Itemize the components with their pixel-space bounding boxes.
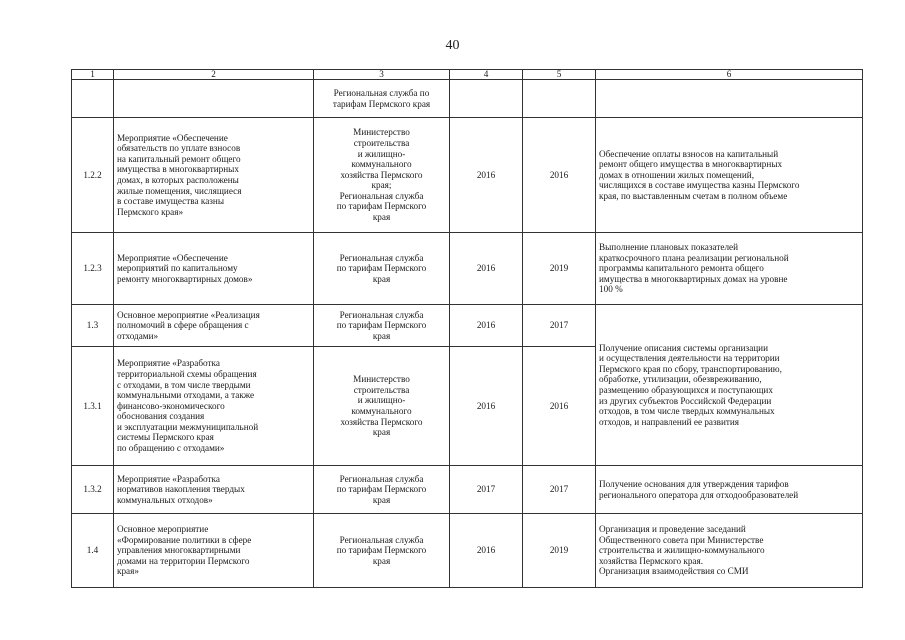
table-row (72, 233, 863, 305)
executor: Министерство строительства и жилищно- коммунального хозяйства Пермского края; Региональная служба по тарифам Пермского края (314, 118, 450, 233)
measure-name: Мероприятие «Обеспечение обязательств по уплате взносов на капитальный ремонт общего имущества в многоквартирных домах, в которых расположены жилые помещения, числящиеся в составе имущества казны Пермского края» (114, 118, 314, 233)
end-year: 2016 (523, 347, 596, 466)
row-number: 1.3.2 (72, 466, 114, 514)
measure-name (114, 80, 314, 118)
end-year (523, 80, 596, 118)
measure-name: Мероприятие «Обеспечение мероприятий по капитальному ремонту многоквартирных домов» (114, 233, 314, 305)
column-number: 6 (596, 70, 863, 80)
start-year: 2016 (450, 233, 523, 305)
column-number: 3 (314, 70, 450, 80)
column-number: 5 (523, 70, 596, 80)
column-number: 4 (450, 70, 523, 80)
column-number: 2 (114, 70, 314, 80)
start-year: 2016 (450, 514, 523, 588)
end-year: 2019 (523, 233, 596, 305)
expected-result: Получение основания для утверждения тарифов регионального оператора для отходообразователей (596, 466, 863, 514)
program-table (71, 69, 863, 588)
executor: Региональная служба по тарифам Пермского края (314, 80, 450, 118)
start-year: 2016 (450, 305, 523, 347)
row-number: 1.3 (72, 305, 114, 347)
executor: Региональная служба по тарифам Пермского края (314, 305, 450, 347)
row-number (72, 80, 114, 118)
table-row (72, 80, 863, 118)
row-number: 1.4 (72, 514, 114, 588)
executor: Региональная служба по тарифам Пермского края (314, 466, 450, 514)
page-number: 40 (445, 38, 460, 53)
expected-result: Обеспечение оплаты взносов на капитальный ремонт общего имущества в многоквартирных домах в отношении жилых помещений, числящихся в составе имущества казны Пермского края, по выставленным счетам в полном объеме (596, 118, 863, 233)
column-number: 1 (72, 70, 114, 80)
row-number: 1.3.1 (72, 347, 114, 466)
measure-name: Мероприятие «Разработка нормативов накопления твердых коммунальных отходов» (114, 466, 314, 514)
table-row (72, 466, 863, 514)
start-year (450, 80, 523, 118)
end-year: 2017 (523, 466, 596, 514)
expected-result: Выполнение плановых показателей краткосрочного плана реализации региональной программы капитального ремонта общего имущества в многоквартирных домах на уровне 100 % (596, 233, 863, 305)
end-year: 2019 (523, 514, 596, 588)
expected-result: Организация и проведение заседаний Общественного совета при Министерстве строительства и жилищно-коммунального хозяйства Пермского края. Организация взаимодействия со СМИ (596, 514, 863, 588)
executor: Региональная служба по тарифам Пермского края (314, 233, 450, 305)
column-number-row (72, 70, 863, 80)
executor: Региональная служба по тарифам Пермского края (314, 514, 450, 588)
table-row (72, 305, 863, 347)
measure-name: Основное мероприятие «Реализация полномочий в сфере обращения с отходами» (114, 305, 314, 347)
measure-name: Основное мероприятие «Формирование политики в сфере управления многоквартирными домами на территории Пермского края» (114, 514, 314, 588)
start-year: 2016 (450, 118, 523, 233)
expected-result: Получение описания системы организации и осуществления деятельности на территории Пермского края по сбору, транспортированию, обработке, утилизации, обезвреживанию, размещению образующихся и поступающих из других субъектов Российской Федерации отходов, в том числе твердых коммунальных отходов, и направлений ее развития (596, 305, 863, 466)
table-row (72, 514, 863, 588)
start-year: 2016 (450, 347, 523, 466)
end-year: 2017 (523, 305, 596, 347)
expected-result (596, 80, 863, 118)
row-number: 1.2.3 (72, 233, 114, 305)
measure-name: Мероприятие «Разработка территориальной схемы обращения с отходами, в том числе твердыми коммунальными отходами, а также финансово-экономического обоснования создания и эксплуатации межмуниципальной системы Пермского края по обращению с отходами» (114, 347, 314, 466)
end-year: 2016 (523, 118, 596, 233)
executor: Министерство строительства и жилищно- коммунального хозяйства Пермского края (314, 347, 450, 466)
row-number: 1.2.2 (72, 118, 114, 233)
table-row (72, 118, 863, 233)
start-year: 2017 (450, 466, 523, 514)
